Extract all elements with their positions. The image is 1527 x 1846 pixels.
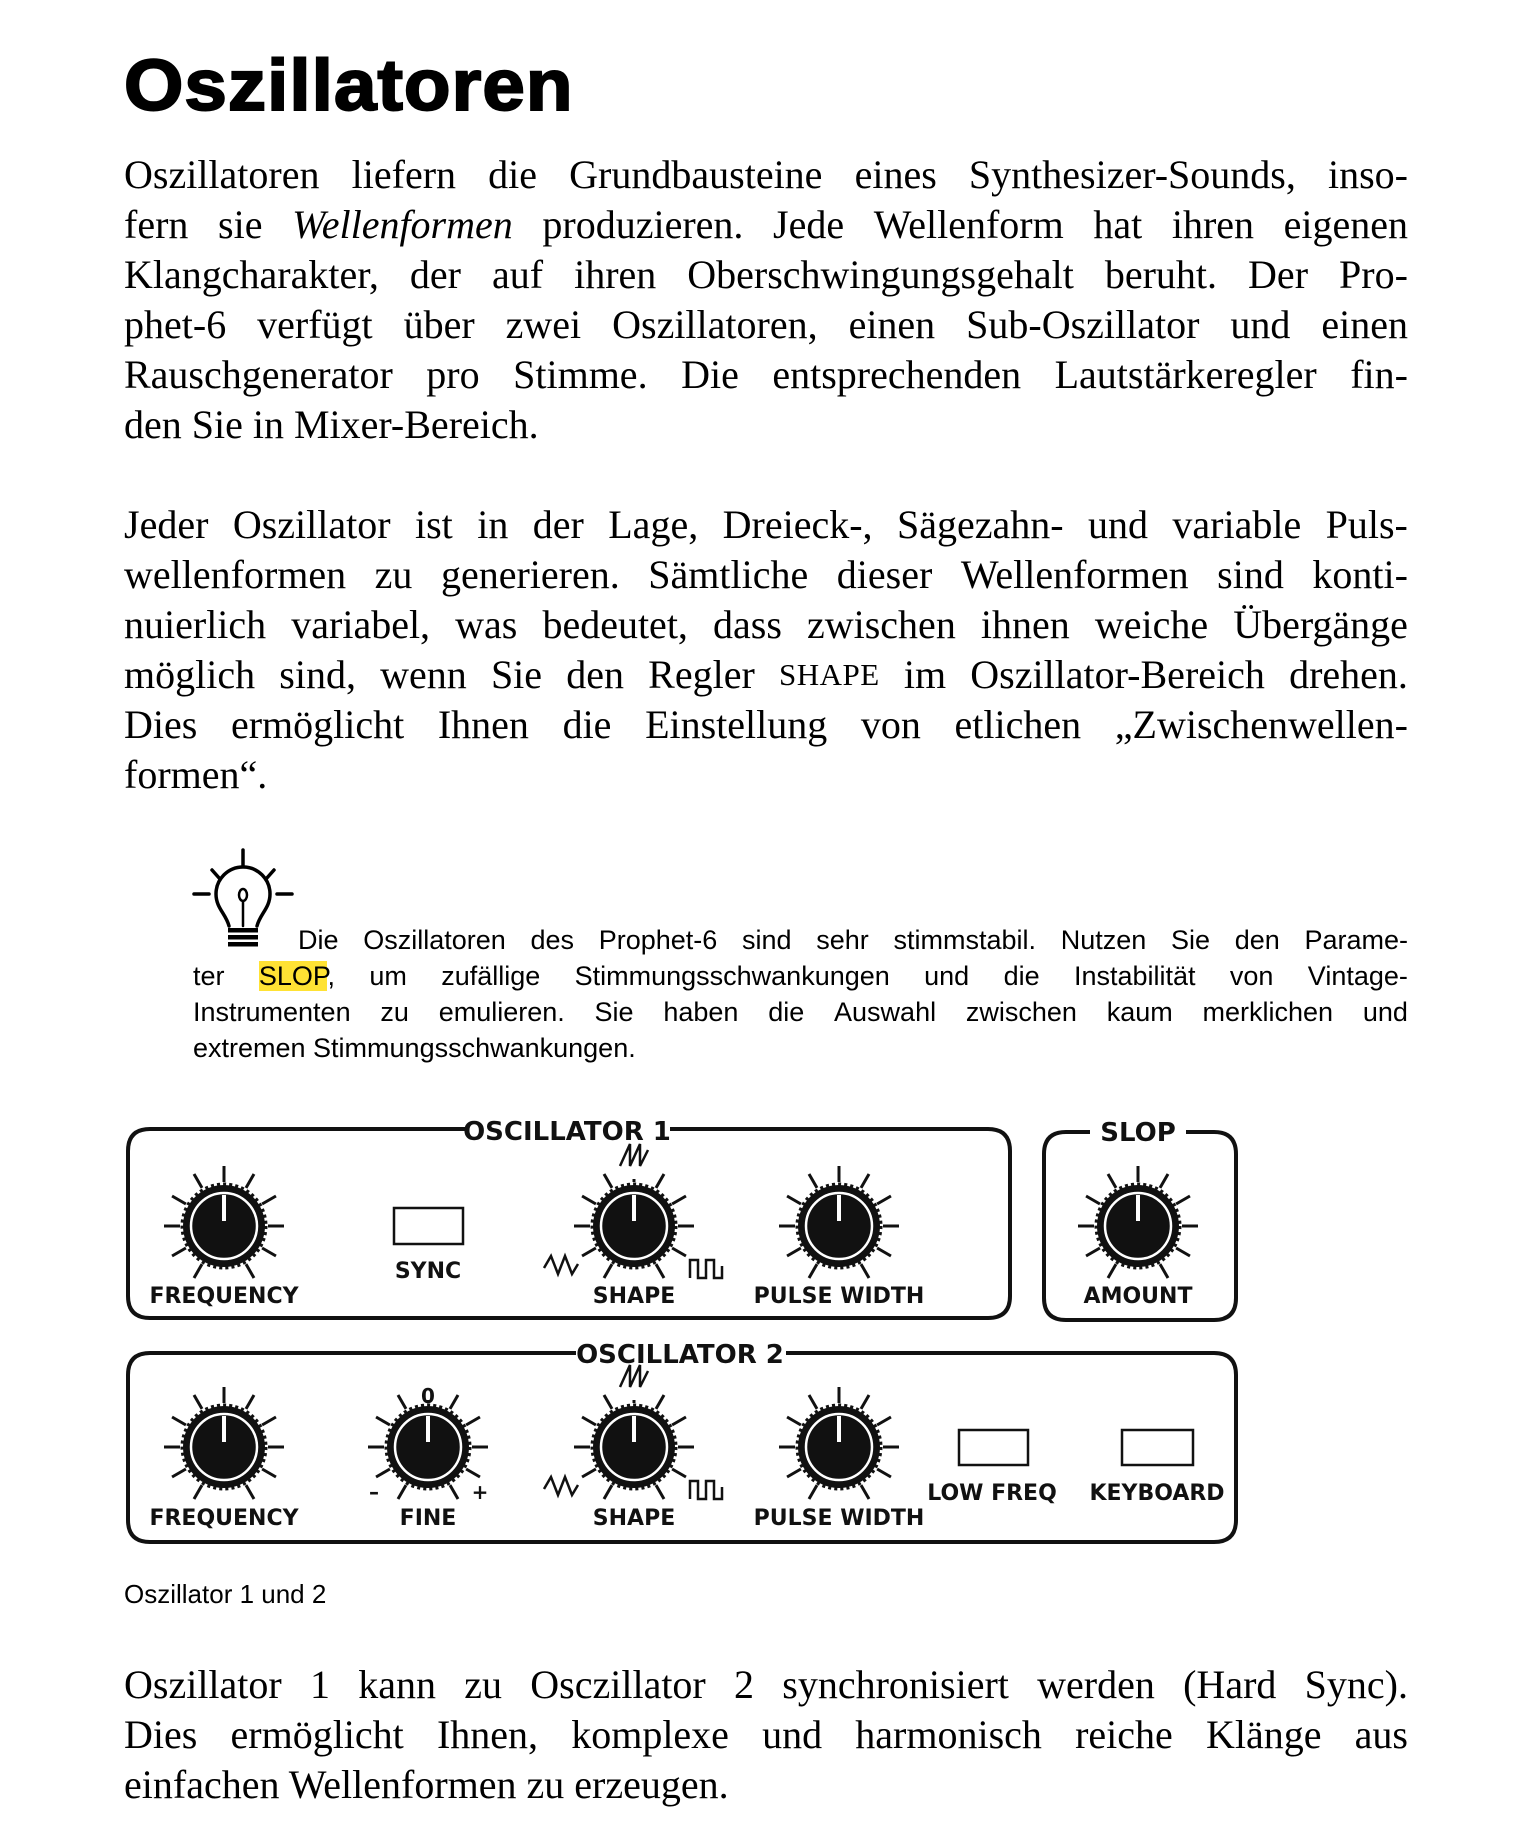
word: im <box>903 652 947 697</box>
tip-word: und <box>1362 997 1408 1027</box>
word: Klänge <box>1205 1712 1322 1757</box>
osc2-keyboard-label: KEYBOARD <box>1089 1481 1225 1506</box>
page-title: Oszillatoren <box>124 46 574 126</box>
word: formen“. <box>124 752 268 797</box>
word: ermöglicht <box>230 702 405 747</box>
text-line <box>124 200 1408 250</box>
word: Ihnen <box>437 702 529 747</box>
osc2-fine-knob[interactable] <box>368 1395 488 1499</box>
osc2-shape-knob[interactable] <box>574 1395 694 1499</box>
word: konti- <box>1312 552 1408 597</box>
text-line <box>124 650 1408 700</box>
word: Jede <box>773 202 845 247</box>
word: bedeutet, <box>542 602 688 647</box>
osc2-pulse-width-label: PULSE WIDTH <box>753 1506 925 1531</box>
word: der <box>532 502 584 547</box>
tip-word: um <box>369 961 407 991</box>
word: und <box>1087 502 1148 547</box>
oscillator-panel-diagram <box>0 1100 1527 1560</box>
word: Oszillator <box>232 502 391 547</box>
word: Dies <box>124 702 198 747</box>
word: (Hard <box>1183 1662 1277 1707</box>
word: Jeder <box>124 502 209 547</box>
word: Übergänge <box>1233 602 1408 647</box>
tip-word: Die <box>298 925 339 955</box>
sawtooth-wave-icon <box>620 1144 648 1166</box>
word: drehen. <box>1289 652 1408 697</box>
word: möglich <box>124 652 256 697</box>
tip-word: Sie <box>1170 925 1210 955</box>
word: die <box>488 152 538 197</box>
tip-word: Auswahl <box>834 997 937 1027</box>
osc2-frequency-knob[interactable] <box>164 1387 284 1499</box>
word: Sägezahn- <box>896 502 1064 547</box>
word: und <box>1230 302 1291 347</box>
tip-word: und <box>924 961 970 991</box>
osc2-keyboard-button[interactable] <box>1122 1430 1193 1465</box>
word: verfügt <box>257 302 373 347</box>
waveform-paragraph <box>124 500 1408 800</box>
text-line <box>124 150 1408 200</box>
word: weiche <box>1094 602 1209 647</box>
word: dass <box>713 602 782 647</box>
word: etlichen <box>954 702 1082 747</box>
word: fern <box>124 202 189 247</box>
word: den <box>566 652 624 697</box>
slop-title: SLOP <box>1100 1118 1176 1148</box>
osc1-shape-knob[interactable] <box>574 1174 694 1278</box>
tip-word: merklichen <box>1202 997 1334 1027</box>
word: Klangcharakter, <box>124 252 379 297</box>
word: Einstellung <box>645 702 828 747</box>
tip-word: Instabilität <box>1073 961 1196 991</box>
word: ihren <box>1171 202 1255 247</box>
word: Sämtliche <box>648 552 809 597</box>
word: eines <box>854 152 937 197</box>
word: phet-6 <box>124 302 227 347</box>
word: komplexe <box>571 1712 729 1757</box>
tip-word: des <box>530 925 575 955</box>
word: Sync). <box>1304 1662 1408 1707</box>
text-line <box>124 350 1408 400</box>
tip-word: Vintage- <box>1307 961 1408 991</box>
slop-term <box>259 958 335 994</box>
word: Pro- <box>1339 252 1408 297</box>
oscillator2-title: OSCILLATOR 2 <box>576 1340 784 1370</box>
word: aus <box>1354 1712 1408 1757</box>
word: werden <box>1037 1662 1155 1707</box>
tip-box <box>193 922 1408 1066</box>
word: Regler <box>648 652 755 697</box>
text-line <box>124 250 1408 300</box>
word: Sie <box>490 652 543 697</box>
word: Osczillator <box>530 1662 706 1707</box>
tip-word: die <box>768 997 805 1027</box>
word: liefern <box>351 152 457 197</box>
osc1-shape-label: SHAPE <box>592 1284 676 1309</box>
word: „Zwischenwellen- <box>1114 702 1408 747</box>
word: der <box>409 252 461 297</box>
word: produzieren. <box>542 202 744 247</box>
word: inso- <box>1328 152 1408 197</box>
word: generieren. <box>440 552 620 597</box>
word: Lage, <box>608 502 699 547</box>
tip-word: zu <box>380 997 409 1027</box>
tip-word: Instrumenten <box>193 997 351 1027</box>
triangle-wave-icon <box>544 1256 578 1274</box>
word: den Sie in Mixer-Bereich. <box>124 402 539 447</box>
word: sind <box>1217 552 1284 597</box>
word: synchronisiert <box>782 1662 1009 1707</box>
word: einen <box>1321 302 1408 347</box>
word: Oszillator <box>124 1662 282 1707</box>
word: Puls- <box>1325 502 1408 547</box>
tip-word: sehr <box>816 925 869 955</box>
osc1-sync-label: SYNC <box>394 1259 462 1284</box>
osc2-pulse-width-knob[interactable] <box>779 1387 899 1499</box>
osc2-shape-label: SHAPE <box>592 1506 676 1531</box>
word: ihren <box>574 252 657 297</box>
word: Oszillatoren, <box>612 302 818 347</box>
tip-word: Nutzen <box>1060 925 1147 955</box>
word: Rauschgenerator <box>124 352 393 397</box>
word: Dies <box>124 1712 198 1757</box>
square-wave-icon <box>690 1260 722 1278</box>
tip-word: von <box>1229 961 1274 991</box>
word: ist <box>414 502 453 547</box>
text-line <box>124 1660 1408 1710</box>
tip-line-2 <box>193 958 1408 994</box>
word: harmonisch <box>855 1712 1042 1757</box>
oscillator1-title: OSCILLATOR 1 <box>463 1117 671 1147</box>
word: beruht. <box>1104 252 1218 297</box>
word: nuierlich <box>124 602 267 647</box>
word: zwei <box>505 302 582 347</box>
osc2-fine-plus-mark: + <box>471 1480 489 1504</box>
osc2-fine-minus-mark: – <box>369 1480 379 1504</box>
osc1-pulse-width-knob[interactable] <box>779 1166 899 1278</box>
word: einfachen Wellenformen zu erzeugen. <box>124 1762 729 1807</box>
tip-line-1 <box>193 922 1408 958</box>
word: Lautstärkeregler <box>1054 352 1317 397</box>
tip-word: Sie <box>594 997 634 1027</box>
word: was <box>455 602 518 647</box>
tip-word: zufällige <box>441 961 541 991</box>
word: Oberschwingungsgehalt <box>687 252 1074 297</box>
word: fin- <box>1350 352 1408 397</box>
osc2-fine-label: FINE <box>399 1506 457 1531</box>
tip-word: den <box>1234 925 1280 955</box>
osc1-sync-button[interactable] <box>394 1208 463 1244</box>
word: Wellenformen <box>960 552 1189 597</box>
word: Sub-Oszillator <box>966 302 1200 347</box>
word: Dreieck-, <box>722 502 873 547</box>
text-line <box>124 550 1408 600</box>
word: pro <box>426 352 480 397</box>
word: variabel, <box>291 602 431 647</box>
osc2-fine-zero-mark: 0 <box>421 1384 435 1408</box>
word: Ihnen, <box>436 1712 539 1757</box>
word: kann <box>358 1662 436 1707</box>
word: Die <box>681 352 739 397</box>
intro-paragraph <box>124 150 1408 450</box>
word: sind, <box>279 652 356 697</box>
text-line <box>124 600 1408 650</box>
tip-word: Oszillatoren <box>363 925 506 955</box>
word: auf <box>492 252 544 297</box>
word: Synthesizer-Sounds, <box>968 152 1296 197</box>
tip-word: Stimmungsschwankungen <box>574 961 890 991</box>
word: variable <box>1172 502 1302 547</box>
word: hat <box>1093 202 1143 247</box>
word: 2 <box>734 1662 755 1707</box>
word: die <box>562 702 612 747</box>
text-line <box>124 1710 1408 1760</box>
tip-word: die <box>1003 961 1040 991</box>
word: Oszillatoren <box>124 152 320 197</box>
osc1-frequency-label: FREQUENCY <box>149 1284 299 1309</box>
word: ihnen <box>980 602 1070 647</box>
osc1-pulse-width-label: PULSE WIDTH <box>753 1284 925 1309</box>
tip-word: stimmstabil. <box>893 925 1036 955</box>
text-line <box>124 750 1408 800</box>
word: einen <box>848 302 936 347</box>
slop-highlight: SLOP <box>258 961 328 991</box>
word: zu <box>464 1662 503 1707</box>
tip-line-3 <box>193 994 1408 1030</box>
word: zu <box>374 552 413 597</box>
tip-word: haben <box>663 997 739 1027</box>
osc2-frequency-label: FREQUENCY <box>149 1506 299 1531</box>
osc2-low-freq-button[interactable] <box>959 1430 1028 1465</box>
word: Oszillator-Bereich <box>970 652 1265 697</box>
text-line <box>124 700 1408 750</box>
tip-word: sind <box>742 925 792 955</box>
word: Wellenform <box>873 202 1064 247</box>
tip-word: Parame- <box>1304 925 1408 955</box>
word: SHAPE <box>778 657 880 692</box>
word: Grundbausteine <box>569 152 823 197</box>
tip-word: zwischen <box>965 997 1077 1027</box>
tip-word: kaum <box>1106 997 1173 1027</box>
tip-word: Prophet-6 <box>598 925 718 955</box>
word: sie <box>218 202 263 247</box>
tip-word: emulieren. <box>438 997 565 1027</box>
text-line <box>124 300 1408 350</box>
word: zwischen <box>806 602 956 647</box>
text-line <box>124 400 1408 450</box>
osc2-low-freq-label: LOW FREQ <box>927 1481 1057 1506</box>
word: reiche <box>1075 1712 1173 1757</box>
tip-text: extremen Stimmungsschwankungen. <box>193 1033 636 1063</box>
text-line <box>124 1760 1408 1810</box>
text-line <box>124 500 1408 550</box>
word: über <box>403 302 475 347</box>
word: entsprechenden <box>772 352 1022 397</box>
word: ermöglicht <box>230 1712 404 1757</box>
hard-sync-paragraph <box>124 1660 1408 1810</box>
slop-amount-label: AMOUNT <box>1083 1284 1193 1309</box>
osc1-frequency-knob[interactable] <box>164 1166 284 1278</box>
word: Der <box>1248 252 1309 297</box>
tip-text: ter <box>193 961 225 991</box>
word: von <box>860 702 921 747</box>
word: Stimme. <box>513 352 648 397</box>
figure-caption: Oszillator 1 und 2 <box>124 1579 327 1609</box>
word: 1 <box>309 1662 330 1707</box>
word: dieser <box>836 552 933 597</box>
word: wenn <box>380 652 467 697</box>
word: und <box>762 1712 823 1757</box>
word: Wellenformen <box>292 202 513 247</box>
triangle-wave-icon <box>544 1477 578 1495</box>
word: in <box>477 502 509 547</box>
word: eigenen <box>1283 202 1408 247</box>
word: wellenformen <box>124 552 347 597</box>
square-wave-icon <box>690 1481 722 1499</box>
tip-text: , <box>327 961 335 991</box>
tip-line-4 <box>193 1030 1408 1066</box>
slop-amount-knob[interactable] <box>1078 1166 1198 1278</box>
